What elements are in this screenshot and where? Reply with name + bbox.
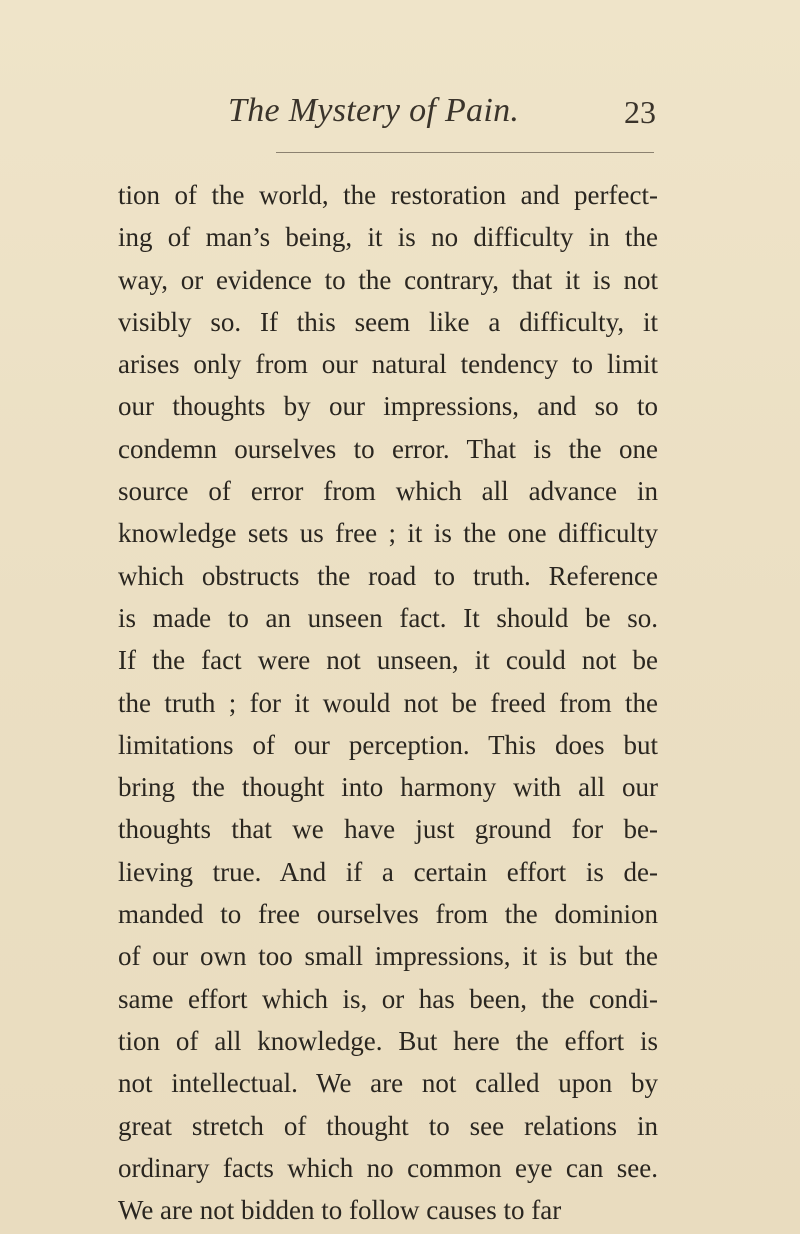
text-line: ing of man’s being, it is no difficulty in the <box>118 222 658 253</box>
text-line: tion of the world, the restoration and perfect- <box>118 180 658 210</box>
text-line: arises only from our natural tendency to limit <box>118 349 658 380</box>
text-line: our thoughts by our impressions, and so to <box>118 391 658 422</box>
body-text <box>118 174 658 1231</box>
text-line: same effort which is, or has been, the condi- <box>118 983 658 1014</box>
text-line: source of error from which all advance in <box>118 476 658 507</box>
text-line: limitations of our perception. This does but <box>118 729 658 760</box>
text-line: of our own too small impressions, it is but the <box>118 941 658 972</box>
text-line: visibly so. If this seem like a difficulty, it <box>118 306 658 337</box>
page-number: 23 <box>624 94 656 130</box>
text-line: We are not bidden to follow causes to far <box>118 1195 562 1226</box>
text-line: thoughts that we have just ground for be- <box>118 814 658 845</box>
text-line: not intellectual. We are not called upon by <box>118 1068 658 1099</box>
header-rule <box>276 152 654 153</box>
text-line: ordinary facts which no common eye can see. <box>118 1152 658 1183</box>
text-line: which obstructs the road to truth. Reference <box>118 560 658 591</box>
text-line: is made to an unseen fact. It should be so. <box>118 602 658 633</box>
text-line: great stretch of thought to see relations in <box>118 1110 658 1141</box>
running-title: The Mystery of Pain. <box>228 92 520 129</box>
text-line: way, or evidence to the contrary, that it is not <box>118 264 658 295</box>
text-line: knowledge sets us free ; it is the one difficulty <box>118 518 658 549</box>
text-line: If the fact were not unseen, it could not be <box>118 645 658 676</box>
text-line: lieving true. And if a certain effort is de- <box>118 856 658 887</box>
text-line: tion of all knowledge. But here the effort is <box>118 1025 658 1056</box>
text-line: condemn ourselves to error. That is the one <box>118 433 658 464</box>
text-line: bring the thought into harmony with all our <box>118 772 658 803</box>
text-line: manded to free ourselves from the dominion <box>118 899 658 930</box>
text-line: the truth ; for it would not be freed from the <box>118 687 658 718</box>
page-header <box>0 92 800 142</box>
